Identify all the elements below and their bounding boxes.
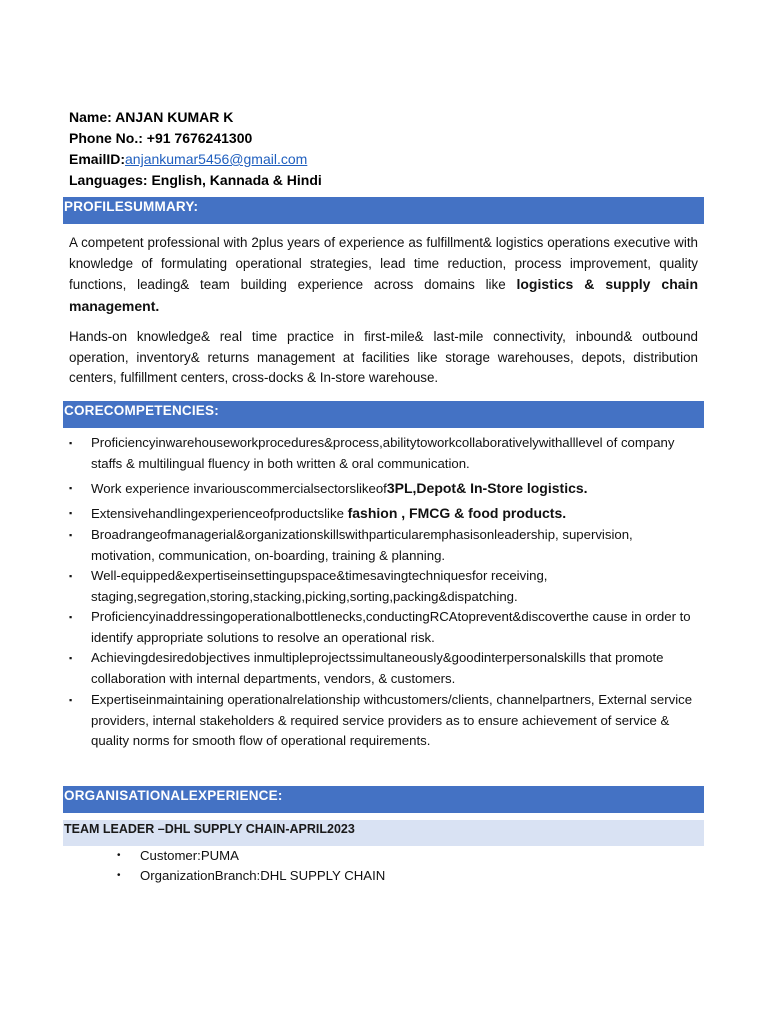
bullet-icon: ▪	[69, 438, 73, 448]
bullet-icon: •	[117, 850, 121, 861]
email-label: EmailID:	[69, 151, 126, 167]
contact-block	[69, 107, 709, 191]
bullet-icon: ▪	[69, 653, 73, 663]
list-item-text: Broadrangeofmanagerial&organizationskillswithparticularemphasisonleadership, supervision, motivation, communication, on-boarding, training & planning.	[91, 527, 633, 563]
list-item	[69, 607, 698, 648]
bullet-icon: ▪	[69, 695, 73, 705]
profile-paragraph-1-end: .	[155, 297, 160, 314]
list-item-text: Proficiencyinwarehouseworkprocedures&process,abilitytoworkcollaborativelywithalllevel of company staffs & multilingual fluency in both written & oral communication.	[91, 435, 675, 471]
bullet-icon: ▪	[69, 530, 73, 540]
list-item-text: Work experience invariouscommercialsectorslikeof	[91, 481, 387, 496]
email-link[interactable]: anjankumar5456@gmail.com	[125, 151, 308, 167]
profile-paragraph-1-text: A competent professional with 2plus years of experience as fulfillment& logistics operations executive with knowledge of formulating operational strategies, lead time reduction, process improvement, quality functions, leading& team building experience across domains like	[69, 235, 698, 292]
bullet-icon: ▪	[69, 571, 73, 581]
bullet-icon: ▪	[69, 508, 73, 518]
list-item	[69, 433, 698, 474]
bullet-icon: ▪	[69, 483, 73, 493]
list-item-text: Proficiencyinaddressingoperationalbottlenecks,conductingRCAtoprevent&discoverthe cause in order to identify appropriate solutions to resolve an operational risk.	[91, 609, 691, 645]
languages-line: Languages: English, Kannada & Hindi	[69, 172, 322, 188]
list-item	[69, 690, 698, 752]
list-item-text: Well-equipped&expertiseinsettingupspace&timesavingtechniquesfor receiving, staging,segregation,storing,stacking,picking,sorting,packing&dispatching.	[91, 568, 548, 604]
list-item	[69, 525, 698, 566]
bullet-icon: •	[117, 870, 121, 881]
bullet-icon: ▪	[69, 612, 73, 622]
list-item	[69, 566, 698, 607]
phone-line: Phone No.: +91 7676241300	[69, 130, 253, 146]
profile-paragraph-1-bold: logistics & supply chain management	[69, 276, 698, 314]
list-item-highlight: 3PL,Depot& In-Store logistics.	[386, 480, 588, 496]
list-item-text: Achievingdesiredobjectives inmultipleprojectssimultaneously&goodinterpersonalskills that promote collaboration with internal departments, vendors, & customers.	[91, 650, 664, 686]
list-item-text: Customer:PUMA	[140, 848, 239, 863]
list-item-highlight: fashion , FMCG & food products	[347, 505, 563, 521]
core-competencies-heading: CORECOMPETENCIES:	[63, 401, 704, 428]
list-item	[117, 846, 677, 866]
organisational-experience-heading: ORGANISATIONALEXPERIENCE:	[63, 786, 704, 813]
list-item	[69, 478, 698, 500]
list-item	[69, 648, 698, 689]
list-item-text: Extensivehandlingexperienceofproductslike	[91, 506, 348, 521]
list-item	[69, 503, 698, 525]
profile-paragraph-2: Hands-on knowledge& real time practice in first-mile& last-mile connectivity, inbound& outbound operation, inventory& returns management at facilities like storage warehouses, depots, distribution centers, fulfillment centers, cross-docks & In-store warehouse.	[69, 329, 698, 385]
email-line	[69, 149, 709, 170]
list-item-tail: .	[562, 505, 567, 521]
list-item-text: Expertiseinmaintaining operationalrelationship withcustomers/clients, channelpartners, External service providers, internal stakeholders & required service providers as to ensure achievement of service & quality norms for smooth flow of operational requirements.	[91, 692, 693, 749]
name-line: Name: ANJAN KUMAR K	[69, 109, 234, 125]
profile-paragraph-1	[69, 233, 698, 317]
role-title-bar: TEAM LEADER –DHL SUPPLY CHAIN-APRIL2023	[63, 820, 704, 846]
profile-summary-heading: PROFILESUMMARY:	[63, 197, 704, 224]
list-item	[117, 866, 677, 886]
list-item-text: OrganizationBranch:DHL SUPPLY CHAIN	[140, 868, 386, 883]
